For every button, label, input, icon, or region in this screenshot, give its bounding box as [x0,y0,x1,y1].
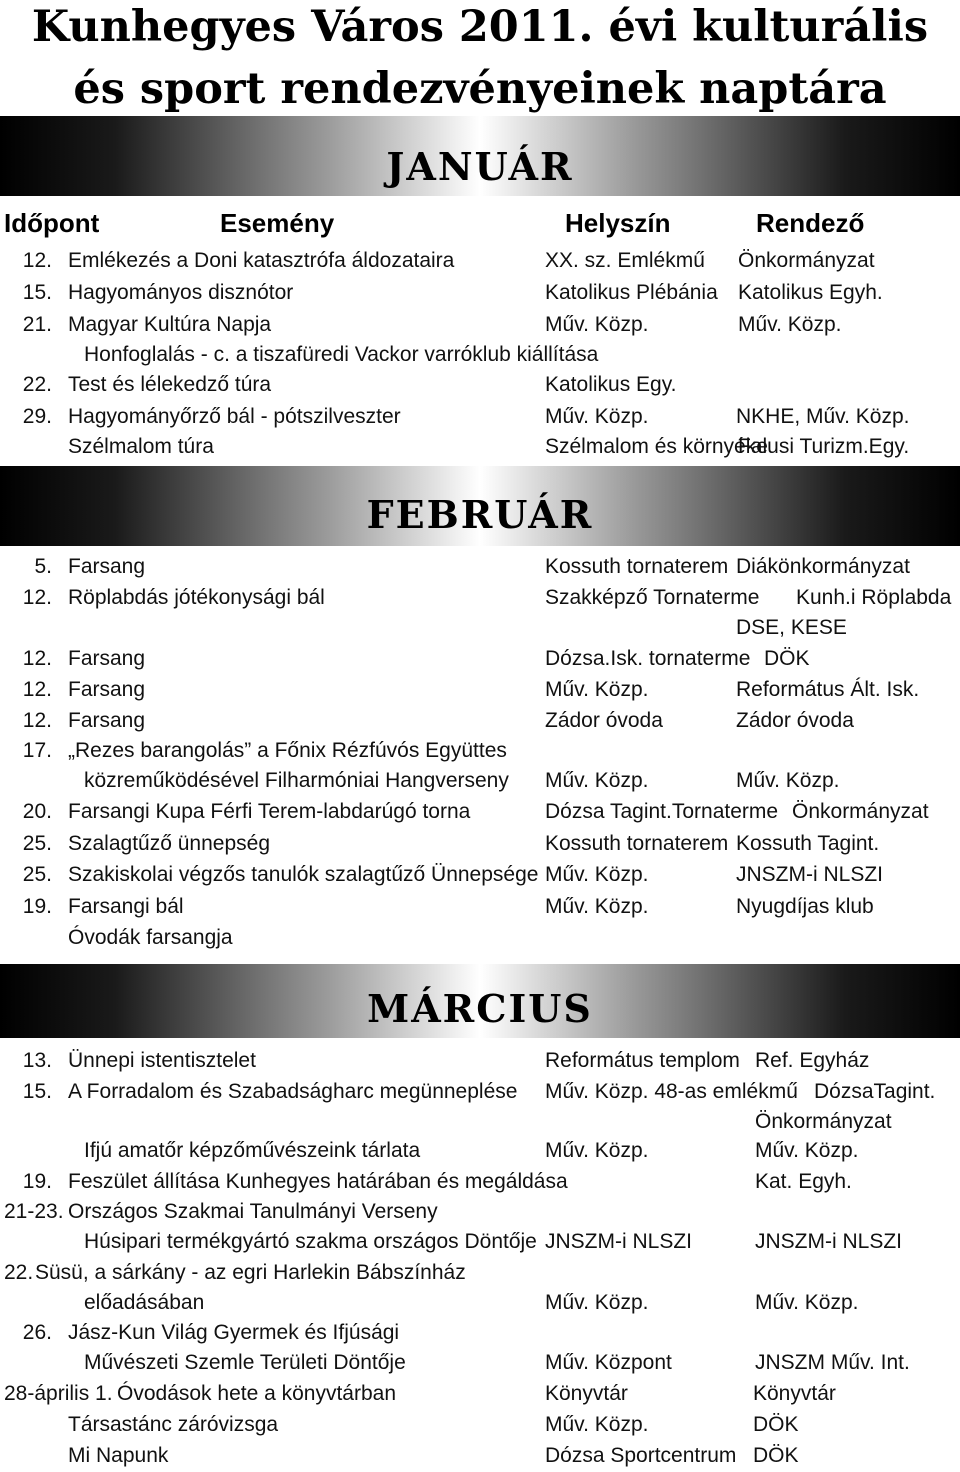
event-date: 20. [22,800,52,823]
event-name: Farsangi bál [68,895,184,918]
event-date: 15. [22,281,52,304]
event-name: Farsang [68,555,146,578]
event-date: 22. [4,1261,34,1284]
event-name: Ifjú amatőr képzőművészeink tárlata [84,1139,421,1162]
event-place: Kossuth tornaterem [545,555,729,578]
event-name: Szakiskolai végzős tanulók szalagtűző Ünnepsége [68,863,539,886]
document-title-line-1: Kunhegyes Város 2011. évi kulturális [31,2,929,52]
event-place: Dózsa Sportcentrum [545,1444,737,1467]
event-date: 17. [22,739,52,762]
event-name: Mi Napunk [68,1444,169,1467]
event-organizer: Református Ált. Isk. [736,678,920,701]
event-date: 21. [22,313,52,336]
column-header-event: Esemény [220,208,335,238]
event-organizer: NKHE, Műv. Közp. [736,405,910,428]
event-place: Dózsa Tagint.Tornaterme [545,800,779,823]
event-date: 29. [22,405,52,428]
event-organizer: Diákönkormányzat [736,555,910,578]
event-place: XX. sz. Emlékmű [545,249,705,272]
event-place: Kossuth tornaterem [545,832,729,855]
event-organizer: JNSZM-i NLSZI [736,863,883,886]
event-name: A Forradalom és Szabadságharc megünneplése [68,1080,518,1103]
event-place: Református templom [545,1049,740,1072]
event-date: 25. [22,863,52,886]
event-name: Test és lélekedző túra [68,373,272,396]
event-organizer: Nyugdíjas klub [736,895,874,918]
event-organizer: Kat. Egyh. [755,1170,852,1193]
event-date: 5. [34,555,52,578]
event-name: Farsang [68,709,146,732]
event-organizer: DÖK [753,1413,799,1436]
event-place: Szakképző Tornaterme [545,586,760,609]
event-organizer: DÖK [753,1444,799,1467]
event-organizer: Kunh.i Röplabda [796,586,952,609]
event-place: Műv. Közp. [545,1139,649,1162]
event-organizer: DSE, KESE [736,616,847,639]
event-name: Húsipari termékgyártó szakma országos Döntője [84,1230,537,1253]
month-title-february: FEBRUÁR [366,492,594,537]
event-place: Szélmalom és környéke [545,435,768,458]
event-place: Műv. Közp. 48-as emlékmű [545,1080,798,1103]
event-name: Hagyományőrző bál - pótszilveszter [68,405,401,428]
event-name: Szalagtűző ünnepség [68,832,270,855]
event-organizer: DózsaTagint. [814,1080,936,1103]
event-name: Ünnepi istentisztelet [68,1049,256,1072]
event-organizer: Önkormányzat [738,249,875,272]
event-date: 12. [22,586,52,609]
event-name: Farsangi Kupa Férfi Terem-labdarúgó torna [68,800,471,823]
event-place: Műv. Központ [545,1351,672,1374]
document-title-line-2: és sport rendezvényeinek naptára [73,64,887,114]
event-organizer: Zádor óvoda [736,709,854,732]
event-name: Süsü, a sárkány - az egri Harlekin Bábszínház [35,1261,466,1284]
event-name: Óvodások hete a könyvtárban [117,1382,397,1405]
event-place: Műv. Közp. [545,405,649,428]
event-name: előadásában [84,1291,205,1314]
event-date: 12. [22,647,52,670]
event-name: Jász-Kun Világ Gyermek és Ifjúsági [68,1321,400,1344]
event-name: Röplabdás jótékonysági bál [68,586,325,609]
event-date: 25. [22,832,52,855]
event-organizer: Műv. Közp. [736,769,840,792]
event-organizer: Könyvtár [753,1382,836,1405]
event-date: 26. [22,1321,52,1344]
event-place: Műv. Közp. [545,313,649,336]
event-date: 12. [22,249,52,272]
event-date: 28-április 1. [4,1382,113,1405]
event-date: 22. [22,373,52,396]
event-place: Zádor óvoda [545,709,663,732]
column-header-organizer: Rendező [756,208,865,238]
event-place: Könyvtár [545,1382,628,1405]
month-title-january: JANUÁR [386,144,574,189]
event-date: 13. [22,1049,52,1072]
event-name: Farsang [68,678,146,701]
event-place: Műv. Közp. [545,863,649,886]
event-date: 12. [22,709,52,732]
event-place: Műv. Közp. [545,1413,649,1436]
event-organizer: DÖK [764,647,810,670]
event-organizer: Műv. Közp. [755,1139,859,1162]
month-title-march: MÁRCIUS [367,986,593,1031]
event-organizer: Kossuth Tagint. [736,832,880,855]
event-organizer: Műv. Közp. [755,1291,859,1314]
event-name: Művészeti Szemle Területi Döntője [84,1351,406,1374]
event-name: Óvodák farsangja [68,926,233,949]
event-place: Műv. Közp. [545,895,649,918]
event-organizer: Katolikus Egyh. [738,281,883,304]
event-place: Katolikus Egy. [545,373,677,396]
event-place: Katolikus Plébánia [545,281,718,304]
event-name: Hagyományos disznótor [68,281,294,304]
column-header-date: Időpont [4,208,100,238]
event-place: JNSZM-i NLSZI [545,1230,692,1253]
event-organizer: Önkormányzat [792,800,929,823]
event-organizer: Önkormányzat [755,1110,892,1133]
event-name: „Rezes barangolás” a Főnix Rézfúvós Együttes [68,739,507,762]
column-header-place: Helyszín [565,208,671,238]
event-place: Műv. Közp. [545,678,649,701]
event-organizer: Ref. Egyház [755,1049,870,1072]
event-name: Farsang [68,647,146,670]
event-name: Szélmalom túra [68,435,214,458]
event-date: 19. [22,1170,52,1193]
event-name: Honfoglalás - c. a tiszafüredi Vackor varróklub kiállítása [84,343,599,366]
event-organizer: JNSZM-i NLSZI [755,1230,902,1253]
event-name: közreműködésével Filharmóniai Hangverseny [84,769,509,792]
event-name: Feszület állítása Kunhegyes határában és megáldása [68,1170,568,1193]
event-date: 12. [22,678,52,701]
event-date: 21-23. [4,1200,64,1223]
event-place: Műv. Közp. [545,1291,649,1314]
event-date: 19. [22,895,52,918]
event-name: Emlékezés a Doni katasztrófa áldozataira [68,249,455,272]
event-place: Műv. Közp. [545,769,649,792]
event-organizer: JNSZM Műv. Int. [755,1351,910,1374]
event-organizer: Műv. Közp. [738,313,842,336]
event-place: Dózsa.Isk. tornaterme [545,647,751,670]
event-date: 15. [22,1080,52,1103]
event-name: Országos Szakmai Tanulmányi Verseny [68,1200,438,1223]
event-name: Társastánc záróvizsga [68,1413,279,1436]
event-name: Magyar Kultúra Napja [68,313,272,336]
event-organizer: Falusi Turizm.Egy. [738,435,910,458]
